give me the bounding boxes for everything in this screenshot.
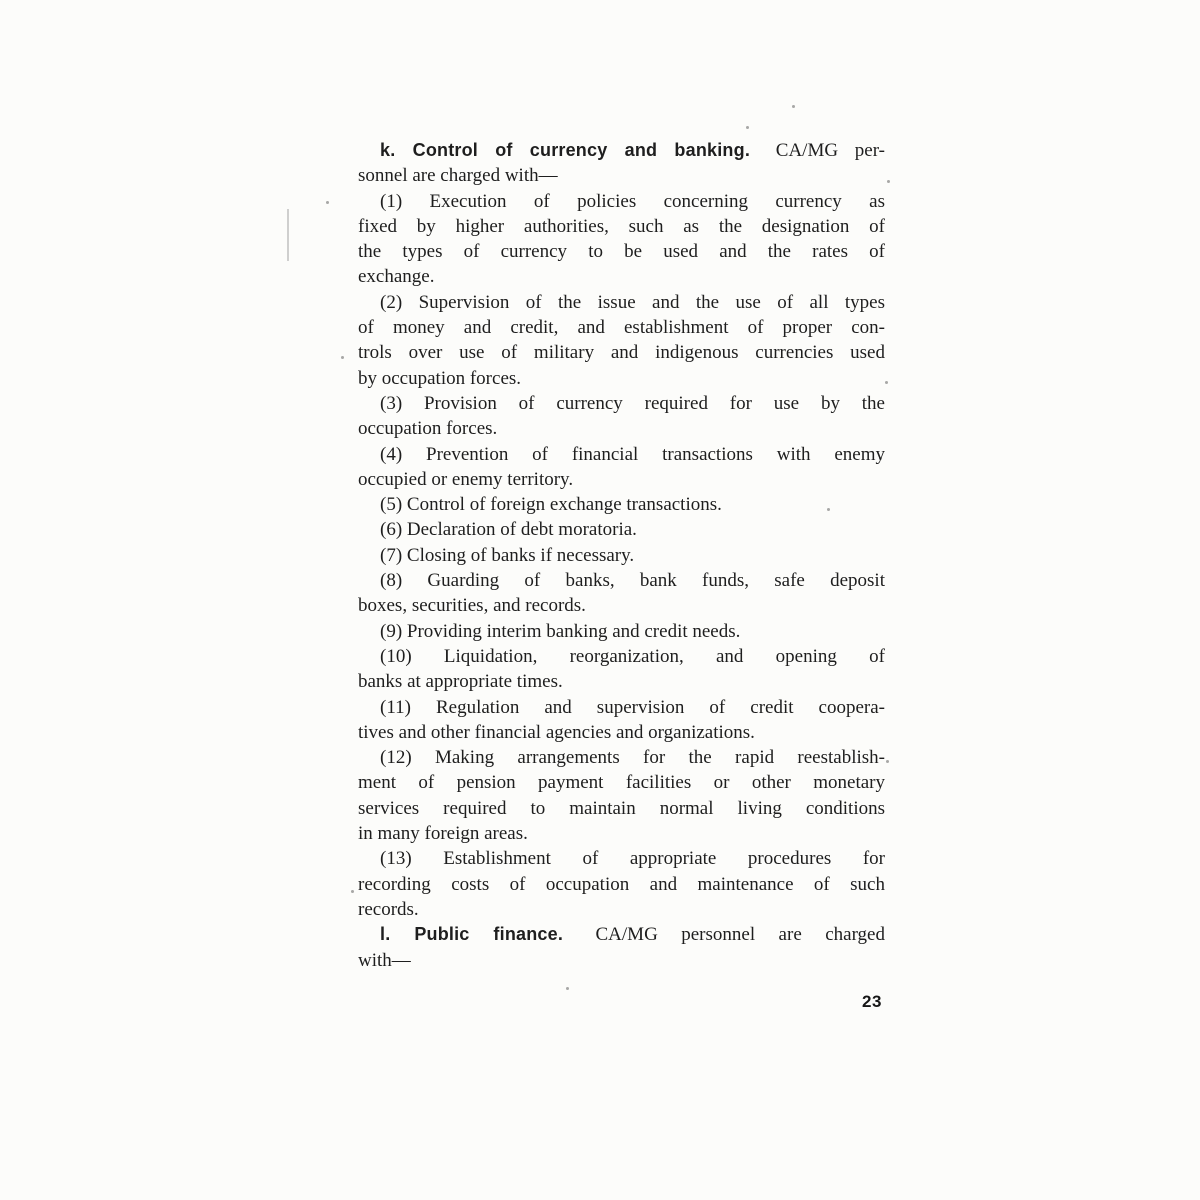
page-number: 23 [862,992,882,1011]
text-line: by occupation forces. [358,367,522,389]
text-line: records. [358,898,419,920]
scan-speck [885,381,888,384]
text-line: (9) Providing interim banking and credit needs. [380,620,741,642]
line-text: CA/MG personnel are charged [595,924,885,946]
text-line [358,138,885,163]
text-line: banks at appropriate times. [358,671,563,693]
text-line: (10) Liquidation, reorganization, and opening of [380,645,885,667]
section-heading-k [380,140,750,160]
text-line: (6) Declaration of debt moratoria. [380,519,637,541]
text-line: boxes, securities, and records. [358,595,586,617]
text-line: (12) Making arrangements for the rapid reestablish- [380,747,885,769]
text-line: services required to maintain normal living conditions [358,797,885,819]
scan-speck [886,760,889,763]
text-line: fixed by higher authorities, such as the designation of [358,215,885,237]
line-text: CA/MG per- [775,140,886,161]
scan-speck [351,890,354,893]
section-label: k. [380,140,396,160]
section-title: Control of currency and banking. [412,140,751,160]
text-line: (5) Control of foreign exchange transactions. [380,494,722,516]
text-line: (8) Guarding of banks, bank funds, safe deposit [380,570,885,592]
scan-speck [326,201,329,204]
text-line: tives and other financial agencies and organizations. [358,721,755,743]
text-line: sonnel are charged with— [358,165,558,187]
scan-speck [887,180,890,183]
scan-speck [341,356,344,359]
text-line: occupied or enemy territory. [358,468,574,490]
scan-speck [566,987,569,990]
text-line: recording costs of occupation and maintenance of such [358,873,885,895]
scan-speck [746,126,749,129]
text-line: (3) Provision of currency required for use by the [380,392,885,414]
text-column [358,138,885,973]
text-line: (4) Prevention of financial transactions with enemy [380,443,885,465]
section-title: Public finance. [414,924,564,945]
text-line: (2) Supervision of the issue and the use of all types [380,291,885,313]
text-line: the types of currency to be used and the rates of [358,241,885,263]
scan-artifact-line [287,209,289,261]
text-line: (13) Establishment of appropriate procedures for [380,848,885,870]
text-line: of money and credit, and establishment of proper con- [358,317,885,339]
text-line: in many foreign areas. [358,823,528,845]
text-line: exchange. [358,266,435,288]
text-line [358,922,885,947]
text-line: (11) Regulation and supervision of credit coopera- [380,696,885,718]
text-line: (1) Execution of policies concerning currency as [380,190,885,212]
section-heading-l [380,924,563,944]
text-line: ment of pension payment facilities or other monetary [358,772,885,794]
scan-speck [792,105,795,108]
text-line: trols over use of military and indigenous currencies used [358,342,885,364]
text-line: (7) Closing of banks if necessary. [380,544,635,566]
text-line: with— [358,949,411,971]
section-label: l. [380,924,391,945]
text-line: occupation forces. [358,418,498,440]
